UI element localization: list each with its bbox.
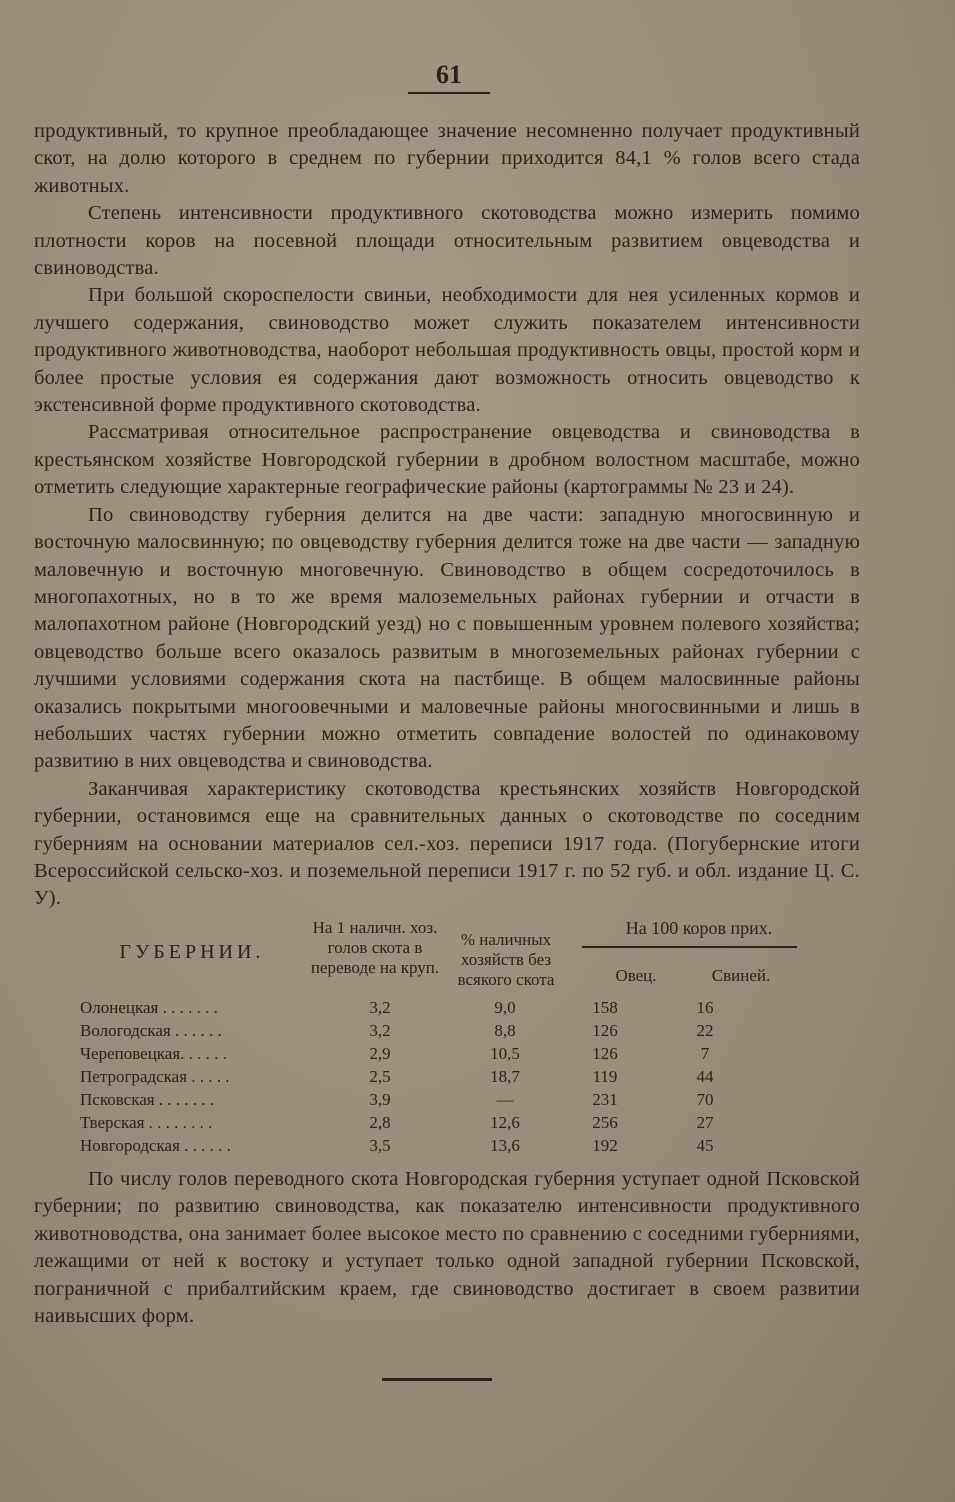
- table-row: [80, 996, 760, 1019]
- gubernia-name: Череповецкая. . . . . .: [80, 1044, 227, 1063]
- header-per-100-cows-rule: [582, 946, 797, 948]
- pct-without-value: —: [496, 1090, 514, 1109]
- paragraph-5: По свиноводству губерния делится на две части: западную многосвинную и восточную малосвинную; по овцеводству губерния делится тоже на две части — западную маловечную и восточную многовечную. Свиноводство в общем сосредоточилось в многопахотных, но в то же время малоземельных районах губернии и отчасти в малопахотном районе (Новгородский уезд) но с повышенным уровнем полевого хозяйства; овцеводство больше всего оказалось развитым в многоземельных районах губернии с лучшими условиями содержания скота на пастбище. В общем малосвинные районы оказались покрытыми многоовечными и маловечные районы многосвинными и лишь в небольших частях губернии можно отметить совпадение волостей по одинаковому развитию в них овцеводства и свиноводства.: [34, 503, 860, 773]
- header-gubernii: ГУБЕРНИИ.: [119, 941, 265, 963]
- header-sheep: Овец.: [615, 966, 657, 985]
- pigs-value: 45: [696, 1136, 714, 1155]
- pct-without-value: 10,5: [490, 1044, 520, 1063]
- table-row: [80, 1019, 760, 1042]
- header-pigs: Свиней.: [711, 966, 771, 985]
- per-household-value: 3,9: [369, 1090, 391, 1109]
- closing-text: [34, 1166, 860, 1330]
- paragraph-6: Заканчивая характеристику скотоводства крестьянских хозяйств Новгородской губернии, остановимся еще на сравнительных данных о скотоводстве по соседним губерниям на основании материалов сел.-хоз. переписи 1917 года. (Погубернские итоги Всероссийской сельско-хоз. и поземельной переписи 1917 г. по 52 губ. и обл. издание Ц. С. У).: [34, 777, 860, 910]
- table-row: [80, 1088, 760, 1111]
- pigs-value: 44: [696, 1067, 714, 1086]
- paragraph-1: продуктивный, то крупное преобладающее значение несомненно получает продуктивный скот, на долю которого в среднем по губернии приходится 84,1 % голов всего стада животных.: [34, 120, 860, 197]
- paragraph-4: Рассматривая относительное распространение овцеводства и свиноводства в крестьянском хозяйстве Новгородской губернии в дробном волостном масштабе, можно отметить следующие характерные географические районы (картограммы № 23 и 24).: [34, 421, 860, 499]
- gubernia-name: Петроградская . . . . .: [80, 1067, 230, 1086]
- gubernia-name: Псковская . . . . . . .: [80, 1090, 215, 1109]
- table-row: [80, 1065, 760, 1088]
- pigs-value: 22: [696, 1021, 714, 1040]
- closing-rule: [382, 1378, 492, 1381]
- gubernia-name: Вологодская . . . . . .: [80, 1021, 222, 1040]
- pigs-value: 70: [696, 1090, 714, 1109]
- per-household-value: 2,5: [369, 1067, 391, 1086]
- livestock-table: [34, 912, 860, 1162]
- pct-without-value: 12,6: [490, 1113, 520, 1132]
- page-number-rule: [408, 92, 490, 94]
- per-household-value: 3,2: [369, 998, 391, 1017]
- table-row: [80, 1042, 760, 1065]
- pct-without-value: 8,8: [494, 1021, 516, 1040]
- body-text: [34, 118, 860, 913]
- gubernia-name: Тверская . . . . . . . .: [80, 1113, 213, 1132]
- header-per-household: На 1 наличн. хоз. голов скота в переводе на круп.: [310, 918, 440, 977]
- page-number: 61: [436, 60, 462, 89]
- table-row: [80, 1111, 760, 1134]
- sheep-value: 231: [592, 1090, 618, 1109]
- sheep-value: 119: [592, 1067, 618, 1086]
- header-per-100-cows: На 100 коров прих.: [625, 918, 773, 938]
- paragraph-2: Степень интенсивности продуктивного скотоводства можно измерить помимо плотности коров на посевной площади относительным развитием овцеводства и свиноводства.: [34, 202, 860, 280]
- closing-paragraph: По числу голов переводного скота Новгородская губерния уступает одной Псковской губернии; по развитию свиноводства, как показателю интенсивности продуктивного животноводства, она занимает более высокое место по сравнению с соседними губерниями, лежащими от ней к востоку и уступает только одной западной губернии Псковской, пограничной с прибалтийским краем, где свиноводство достигает в своем развитии наивысших форм.: [34, 1168, 860, 1328]
- sheep-value: 256: [592, 1113, 618, 1132]
- per-household-value: 2,9: [369, 1044, 391, 1063]
- per-household-value: 2,8: [369, 1113, 391, 1132]
- gubernia-name: Олонецкая . . . . . . .: [80, 998, 218, 1017]
- sheep-value: 192: [592, 1136, 618, 1155]
- pct-without-value: 18,7: [490, 1067, 520, 1086]
- table-body: [80, 996, 760, 1157]
- pct-without-value: 9,0: [494, 998, 516, 1017]
- pct-without-value: 13,6: [490, 1136, 520, 1155]
- per-household-value: 3,2: [369, 1021, 391, 1040]
- pigs-value: 27: [696, 1113, 714, 1132]
- header-pct-without-livestock: % наличных хозяйств без всякого скота: [457, 930, 555, 989]
- paragraph-3: При большой скороспелости свиньи, необходимости для нея усиленных кормов и лучшего содержания, свиноводство может служить показателем интенсивности продуктивного животноводства, наоборот небольшая продуктивность овцы, простой корм и более простые условия ея содержания дают возможность относить овцеводство к экстенсивной форме продуктивного скотоводства.: [34, 284, 860, 417]
- sheep-value: 126: [592, 1044, 618, 1063]
- per-household-value: 3,5: [369, 1136, 391, 1155]
- sheep-value: 126: [592, 1021, 618, 1040]
- pigs-value: 16: [696, 998, 714, 1017]
- pigs-value: 7: [700, 1044, 710, 1063]
- sheep-value: 158: [592, 998, 618, 1017]
- table-row: [80, 1134, 760, 1157]
- gubernia-name: Новгородская . . . . . .: [80, 1136, 231, 1155]
